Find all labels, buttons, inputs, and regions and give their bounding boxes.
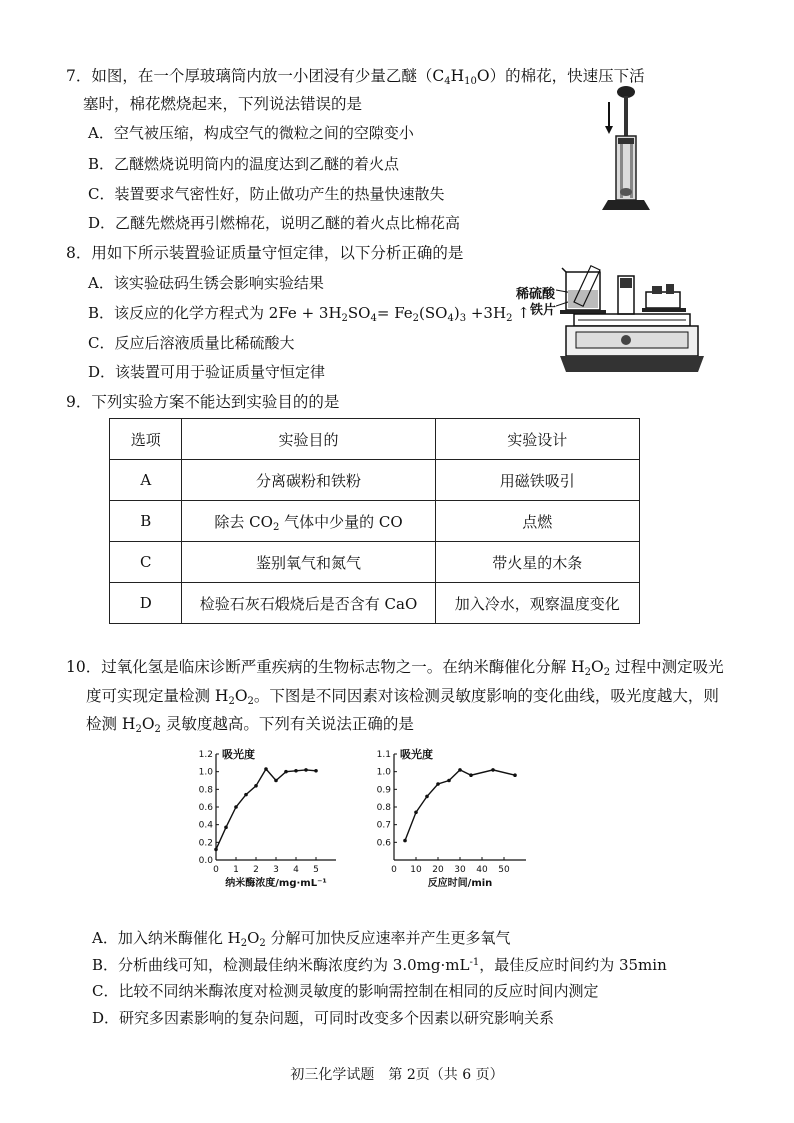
row-purpose: 除去 $CO_2$ 气体中少量的 CO — [182, 501, 435, 542]
row-option: A — [110, 460, 182, 501]
page-footer: 初三化学试题 第 2页（共 6 页） — [290, 1067, 504, 1083]
x-tick-label: 30 — [454, 865, 466, 875]
q9-stem: 9．下列实验方案不能达到实验目的的是 — [66, 393, 340, 411]
q7-option-b: B．乙醚燃烧说明筒内的温度达到乙醚的着火点 — [88, 155, 400, 173]
y-tick-label: 0.9 — [376, 785, 391, 796]
x-tick-label: 4 — [293, 865, 299, 875]
chart-enzyme-concentration — [186, 742, 346, 892]
data-point — [284, 770, 288, 774]
x-tick-label: 0 — [391, 865, 397, 875]
data-point — [244, 793, 248, 797]
y-tick-label: 0.7 — [376, 820, 391, 831]
y-axis-label: 吸光度 — [400, 748, 433, 761]
series-line — [216, 769, 316, 849]
y-tick-label: 0.6 — [376, 838, 391, 849]
y-tick-label: 0.4 — [198, 820, 213, 831]
q10-option-b: B．分析曲线可知，检测最佳纳米酶浓度约为 $3.0mg\cdot mL^{-1}$，最佳反应时间约为 35min — [92, 956, 667, 974]
y-tick-label: 0.8 — [376, 803, 391, 813]
q8-option-b: B．该反应的化学方程式为 $2Fe + 3H_2SO_4= Fe_2(SO_4)_3 +3H_2$ ↑ — [88, 304, 530, 324]
header-purpose: 实验目的 — [182, 419, 435, 460]
x-tick-label: 20 — [432, 865, 444, 875]
data-point — [214, 848, 218, 852]
x-tick-label: 5 — [313, 865, 319, 875]
data-point — [425, 795, 429, 799]
data-point — [254, 784, 258, 788]
y-tick-label: 0.6 — [198, 803, 213, 813]
x-tick-label: 1 — [233, 865, 239, 875]
q7-stem-line1: 7．如图，在一个厚玻璃筒内放一小团浸有少量乙醚$(C_4H_{10}O)$的棉花，快速压下活 — [66, 67, 645, 87]
table-row — [110, 542, 640, 583]
row-design: 用磁铁吸引 — [435, 460, 639, 501]
data-point — [469, 773, 473, 777]
q8-option-d: D．该装置可用于验证质量守恒定律 — [88, 363, 326, 381]
x-tick-label: 0 — [213, 865, 219, 875]
row-design: 带火星的木条 — [435, 542, 639, 583]
data-point — [414, 811, 418, 815]
data-point — [513, 773, 517, 777]
data-point — [304, 768, 308, 772]
x-tick-label: 3 — [273, 865, 279, 875]
data-point — [294, 769, 298, 773]
row-purpose: 分离碳粉和铁粉 — [182, 460, 435, 501]
data-point — [403, 839, 407, 843]
q8-stem: 8．用如下所示装置验证质量守恒定律，以下分析正确的是 — [66, 244, 464, 262]
row-design: 点燃 — [435, 501, 639, 542]
data-point — [274, 779, 278, 783]
row-option: B — [110, 501, 182, 542]
x-tick-label: 2 — [253, 865, 259, 875]
q8-option-a: A．该实验砝码生锈会影响实验结果 — [88, 274, 324, 292]
x-tick-label: 40 — [476, 865, 488, 875]
row-option: D — [110, 583, 182, 624]
label-iron-sheet: 铁片 — [530, 303, 557, 318]
q10-stem-line3: 检测 $H_2O_2$ 灵敏度越高。下列有关说法正确的是 — [86, 715, 414, 735]
data-point — [436, 782, 440, 786]
data-point — [447, 779, 451, 783]
x-axis-label: 纳米酶浓度/mg·mL⁻¹ — [225, 878, 327, 889]
q10-option-a: A．加入纳米酶催化 $H_2O_2$ 分解可加快反应速率并产生更多氧气 — [92, 929, 511, 949]
x-tick-label: 10 — [410, 865, 422, 875]
table-row — [110, 460, 640, 501]
q9-experiment-table — [109, 418, 640, 624]
label-dilute-acid: 稀硫酸 — [516, 287, 556, 302]
q7-option-c: C．装置要求气密性好，防止做功产生的热量快速散失 — [88, 185, 445, 203]
header-design: 实验设计 — [435, 419, 639, 460]
x-tick-label: 50 — [498, 865, 510, 875]
data-point — [264, 767, 268, 771]
y-tick-label: 0.2 — [198, 838, 213, 849]
q7-option-d: D．乙醚先燃烧再引燃棉花，说明乙醚的着火点比棉花高 — [88, 214, 461, 232]
data-point — [458, 768, 462, 772]
q10-stem-line1: 10．过氧化氢是临床诊断严重疾病的生物标志物之一。在纳米酶催化分解 $H_2O_2$ 过程中测定吸光 — [66, 658, 724, 678]
data-point — [491, 768, 495, 772]
q10-option-d: D．研究多因素影响的复杂问题，可同时改变多个因素以研究影响关系 — [92, 1009, 555, 1027]
y-tick-label: 1.0 — [198, 767, 213, 778]
data-point — [234, 805, 238, 809]
series-line — [405, 770, 515, 841]
row-purpose: 鉴别氧气和氮气 — [182, 542, 435, 583]
data-point — [314, 769, 318, 773]
row-purpose: 检验石灰石煅烧后是否含有 CaO — [182, 583, 435, 624]
table-row — [110, 501, 640, 542]
y-tick-label: 1.2 — [198, 750, 213, 760]
chart-reaction-time — [356, 742, 536, 892]
table-row — [110, 583, 640, 624]
data-point — [224, 826, 228, 830]
header-option: 选项 — [110, 419, 182, 460]
q7-option-a: A．空气被压缩，构成空气的微粒之间的空隙变小 — [88, 124, 414, 142]
x-axis-label: 反应时间/min — [427, 878, 493, 889]
row-design: 加入冷水，观察温度变化 — [435, 583, 639, 624]
q8-option-c: C．反应后溶液质量比稀硫酸大 — [88, 334, 295, 352]
q7-stem-line2: 塞时，棉花燃烧起来，下列说法错误的是 — [83, 95, 363, 113]
y-tick-label: 0.0 — [198, 856, 213, 866]
row-option: C — [110, 542, 182, 583]
y-axis-label: 吸光度 — [222, 748, 255, 761]
balance-apparatus-icon — [556, 262, 706, 380]
glass-cylinder-apparatus-icon — [596, 84, 656, 214]
y-tick-label: 0.8 — [198, 785, 213, 796]
q10-option-c: C．比较不同纳米酶浓度对检测灵敏度的影响需控制在相同的反应时间内测定 — [92, 982, 599, 1000]
y-tick-label: 1.1 — [376, 750, 391, 760]
q10-stem-line2: 度可实现定量检测 $H_2O_2$。下图是不同因素对该检测灵敏度影响的变化曲线，吸光度越大，则 — [86, 687, 719, 707]
table-header-row — [110, 419, 640, 460]
y-tick-label: 1.0 — [376, 767, 391, 778]
